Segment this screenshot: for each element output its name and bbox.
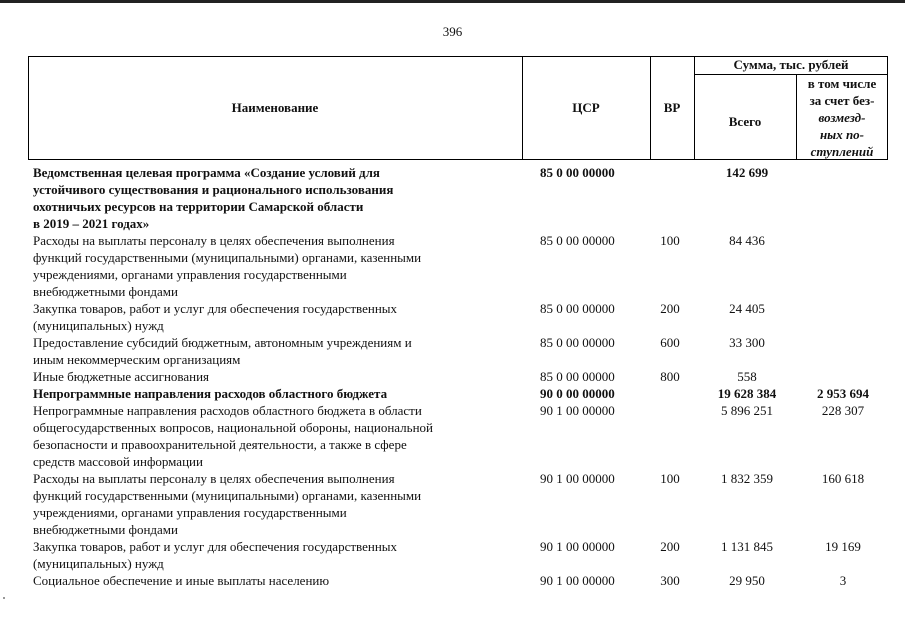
header-incl-line: в том числе [807,76,877,91]
row-name-line: функций государственными (муниципальными) органами, казенными [33,250,422,265]
row-name-line: Расходы на выплаты персоналу в целях обеспечения выполнения [33,233,395,248]
table-row [28,402,888,470]
row-vr: 600 [660,335,680,350]
table-row [28,232,888,300]
row-name [33,538,503,572]
budget-table [28,56,888,636]
row-name-line: средств массовой информации [33,454,203,469]
row-incl: 19 169 [825,539,861,554]
row-name-line: общегосударственных вопросов, национальной обороны, национальной [33,420,433,435]
header-csr: ЦСР [572,100,600,115]
row-name-line: учреждениями, органами управления государственными [33,267,347,282]
row-vr: 200 [660,301,680,316]
row-name-line: Закупка товаров, работ и услуг для обеспечения государственных [33,539,398,554]
row-csr: 85 0 00 00000 [540,301,615,316]
row-vr: 100 [660,233,680,248]
row-total: 558 [737,369,757,384]
row-name-line: Расходы на выплаты персоналу в целях обеспечения выполнения [33,471,395,486]
row-name [33,300,503,334]
row-vr: 800 [660,369,680,384]
row-total: 1 131 845 [721,539,773,554]
table-row [28,368,888,385]
header-total: Всего [728,114,762,129]
row-incl: 3 [839,573,847,588]
row-total: 33 300 [729,335,765,350]
row-total: 84 436 [729,233,765,248]
row-name [33,470,503,538]
row-csr: 85 0 00 00000 [540,369,615,384]
row-name [33,164,503,232]
row-total: 142 699 [725,165,769,180]
row-name-line: Непрограммные направления расходов областного бюджета [33,386,388,401]
row-name-line: Закупка товаров, работ и услуг для обеспечения государственных [33,301,398,316]
header-incl [796,75,888,160]
table-row [28,470,888,538]
row-name [33,232,503,300]
header-incl-line: ступлений [810,144,874,159]
table-row [28,385,888,402]
row-name-line: Ведомственная целевая программа «Создание условий для [33,165,380,180]
table-row [28,300,888,334]
row-name [33,385,503,402]
row-name-line: учреждениями, органами управления государственными [33,505,347,520]
row-name-line: Предоставление субсидий бюджетным, автономным учреждениям и [33,335,412,350]
row-csr: 85 0 00 00000 [540,165,615,180]
table-row [28,164,888,232]
table-row [28,538,888,572]
row-name-line: функций государственными (муниципальными) органами, казенными [33,488,422,503]
row-csr: 90 1 00 00000 [540,539,615,554]
row-name-line: Иные бюджетные ассигнования [33,369,210,384]
row-csr: 90 1 00 00000 [540,573,615,588]
header-incl-line: ных по- [819,127,865,142]
row-name-line: иным некоммерческим организациям [33,352,241,367]
row-name-line: Социальное обеспечение и иные выплаты населению [33,573,330,588]
row-name-line: Непрограммные направления расходов областного бюджета в области [33,403,422,418]
header-vr: ВР [663,100,681,115]
top-rule [0,0,905,3]
row-csr: 85 0 00 00000 [540,335,615,350]
row-incl: 2 953 694 [817,386,869,401]
row-csr: 90 1 00 00000 [540,403,615,418]
row-name-line: охотничьих ресурсов на территории Самарской области [33,199,364,214]
table-row [28,334,888,368]
scan-speck [3,597,5,599]
header-name: Наименование [231,100,319,115]
row-vr: 100 [660,471,680,486]
row-csr: 90 1 00 00000 [540,471,615,486]
row-csr: 85 0 00 00000 [540,233,615,248]
row-name-line: внебюджетными фондами [33,522,178,537]
header-incl-line: за счет без- [809,93,875,108]
header-sum-group: Сумма, тыс. рублей [733,57,849,72]
row-vr: 200 [660,539,680,554]
row-name-line: (муниципальных) нужд [33,556,164,571]
table-row [28,572,888,589]
header-incl-line: возмезд- [818,110,866,125]
page-number: 396 [442,24,463,39]
row-incl: 228 307 [821,403,865,418]
row-total: 5 896 251 [721,403,773,418]
row-total: 29 950 [729,573,765,588]
row-name-line: устойчивого существования и рационального использования [33,182,394,197]
row-total: 24 405 [729,301,765,316]
row-name [33,368,503,385]
row-name-line: в 2019 – 2021 годах» [33,216,150,231]
row-name [33,402,503,470]
row-total: 1 832 359 [721,471,773,486]
row-name-line: внебюджетными фондами [33,284,178,299]
row-incl: 160 618 [821,471,865,486]
row-name-line: безопасности и правоохранительной деятельности, а также в сфере [33,437,407,452]
row-name [33,334,503,368]
row-total: 19 628 384 [717,386,777,401]
row-csr: 90 0 00 00000 [540,386,615,401]
row-name [33,572,503,589]
row-name-line: (муниципальных) нужд [33,318,164,333]
row-vr: 300 [660,573,680,588]
table-header [28,56,888,160]
